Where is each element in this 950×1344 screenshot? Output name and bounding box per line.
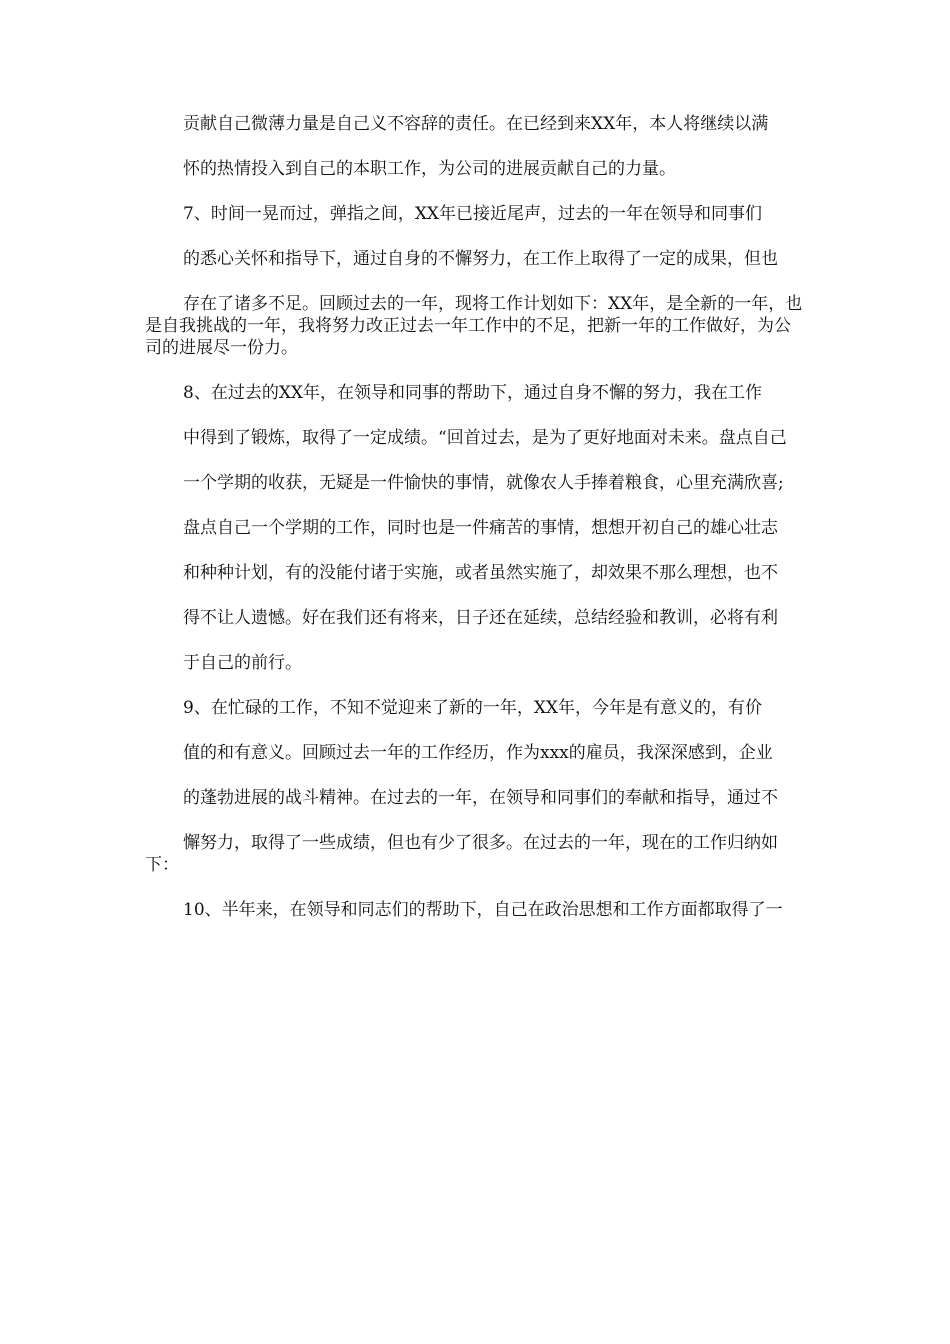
document-body	[145, 113, 805, 944]
paragraph: 怀的热情投入到自己的本职工作，为公司的进展贡献自己的力量。	[183, 159, 676, 179]
paragraph: 9、在忙碌的工作，不知不觉迎来了新的一年，XX年，今年是有意义的，有价	[183, 698, 763, 718]
paragraph: 一个学期的收获，无疑是一件愉快的事情，就像农人手捧着粮食，心里充满欣喜;	[183, 473, 784, 493]
paragraph: 8、在过去的XX年，在领导和同事的帮助下，通过自身不懈的努力，我在工作	[183, 383, 763, 403]
paragraph: 10、半年来，在领导和同志们的帮助下，自己在政治思想和工作方面都取得了一	[183, 900, 783, 920]
paragraph: 的蓬勃进展的战斗精神。在过去的一年，在领导和同事们的奉献和指导，通过不	[183, 788, 778, 808]
paragraph: 懈努力，取得了一些成绩，但也有少了很多。在过去的一年，现在的工作归纳如下：	[145, 833, 778, 875]
paragraph: 的悉心关怀和指导下，通过自身的不懈努力，在工作上取得了一定的成果，但也	[183, 249, 778, 269]
paragraph: 贡献自己微薄力量是自己义不容辞的责任。在已经到来XX年，本人将继续以满	[183, 114, 769, 134]
paragraph: 于自己的前行。	[183, 653, 302, 673]
paragraph: 中得到了锻炼，取得了一定成绩。“回首过去，是为了更好地面对未来。盘点自己	[183, 428, 787, 448]
paragraph: 和种种计划，有的没能付诸于实施，或者虽然实施了，却效果不那么理想，也不	[183, 563, 778, 583]
paragraph: 7、时间一晃而过，弹指之间，XX年已接近尾声，过去的一年在领导和同事们	[183, 204, 763, 224]
paragraph: 盘点自己一个学期的工作，同时也是一件痛苦的事情，想想开初自己的雄心壮志	[183, 518, 778, 538]
paragraph: 存在了诸多不足。回顾过去的一年，现将工作计划如下：XX年，是全新的一年，也是自我挑战的一年，我将努力改正过去一年工作中的不足，把新一年的工作做好，为公司的进展尽一份力。	[145, 294, 803, 358]
paragraph: 值的和有意义。回顾过去一年的工作经历，作为xxx的雇员，我深深感到，企业	[183, 743, 773, 763]
paragraph: 得不让人遗憾。好在我们还有将来，日子还在延续，总结经验和教训，必将有利	[183, 608, 778, 628]
